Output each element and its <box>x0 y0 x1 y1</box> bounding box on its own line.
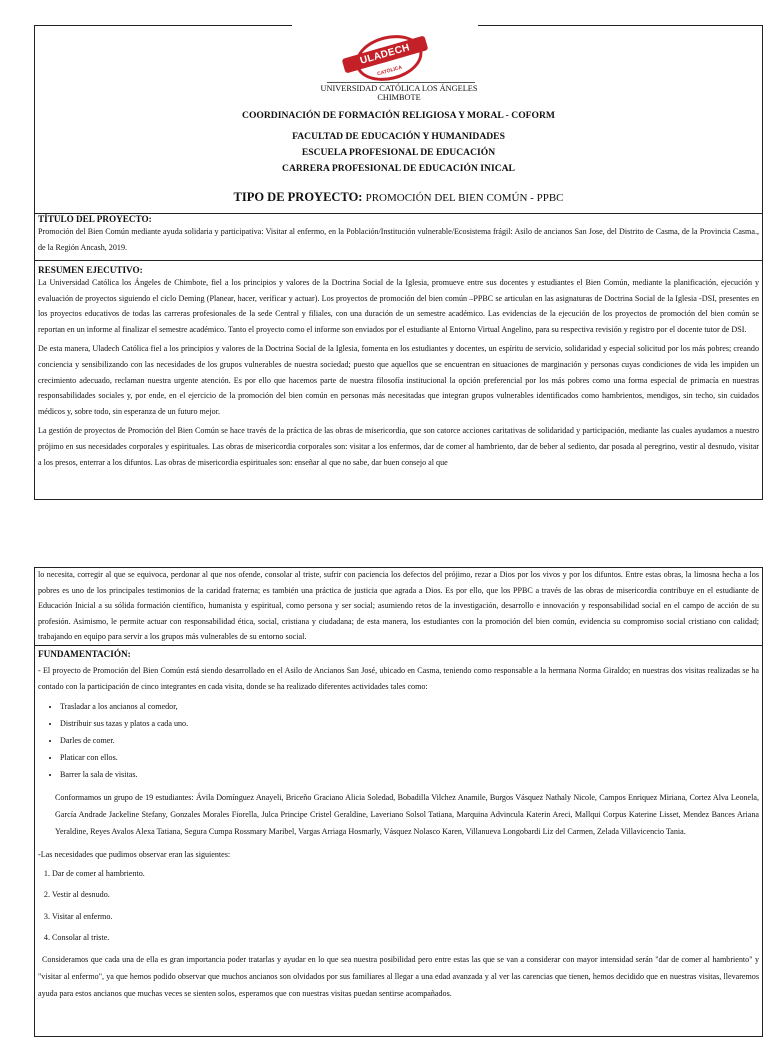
university-logo <box>299 32 499 106</box>
document-header <box>35 26 762 213</box>
list-item: • Distribuir sus tazas y platos a cada uno. <box>60 715 759 732</box>
foundation-intro: - El proyecto de Promoción del Bien Común está siendo desarrollado en el Asilo de Ancianos San José, ubicado en Casma, teniendo como responsable a la hermana Norma Giraldo; en nuestras dos visitas realizadas se ha contado con la participación de cinco integrantes en cada visita, donde se ha realizado diferentes actividades tales como: <box>38 665 759 691</box>
coordination-title: COORDINACIÓN DE FORMACIÓN RELIGIOSA Y MORAL - COFORM <box>242 110 555 121</box>
summary-paragraph-3-continued: lo necesita, corregir al que se equivoca, perdonar al que nos ofende, consolar al triste, sufrir con paciencia los defectos del prójimo, rezar a Dios por los vivos y por los difuntos. Entre estas obras, la limosna hecha a los pobres es uno de los principales testimonios de la caridad fraterna; es también una práctica de justicia que agrada a Dios. Es por ello, que los PPBC a través de las obras de misericordia contribuye en el estudiante de Educación Inicial a su sólida formación científico, humanista y espiritual, como persona y ser social; asumiendo retos de la investigación, desarrollo e innovación y responsabilidad social en el campo de acción de su profesión. Asimismo, le permite actuar con responsabilidad ética, social, cristiana y ciudadana; de esta manera, los estudiantes con la promoción del bien común, evidencia su compromiso social cristiano con calidad; trabajando en equipo para servir a los grupos más vulnerables de su entorno social. <box>38 570 759 642</box>
university-line-2: CHIMBOTE <box>377 93 421 102</box>
project-type-label: TIPO DE PROYECTO: <box>233 190 363 204</box>
school-title: ESCUELA PROFESIONAL DE EDUCACIÓN <box>301 147 496 158</box>
title-section <box>35 213 762 260</box>
needs-list <box>38 863 759 949</box>
summary-continued <box>35 567 762 645</box>
project-type <box>35 190 762 205</box>
logo-brand: ULADECH <box>342 35 429 73</box>
list-item: • Darles de comer. <box>60 732 759 749</box>
list-item: 4. Consolar al triste. <box>52 927 759 949</box>
logo-subbrand: CATÓLICA <box>376 64 403 78</box>
needs-intro: -Las necesidades que pudimos observar eran las siguientes: <box>38 850 231 860</box>
list-item: • Trasladar a los ancianos al comedor, <box>60 698 759 715</box>
summary-heading: RESUMEN EJECUTIVO: <box>38 265 143 275</box>
university-name <box>299 84 499 102</box>
summary-paragraph-3: La gestión de proyectos de Promoción del Bien Común se hace través de la práctica de las obras de misericordia, que son catorce acciones caritativas de solidaridad y participación, mediante las cuales ayudamos a nuestro prójimo en sus necesidades corporales y espirituales. Las obras de misericordia corporales son: visitar a los enfermos, dar de comer al hambriento, dar de beber al sediento, dar posada al peregrino, vestir al desnudo, visitar a los presos, enterrar a los difuntos. Las obras de misericordia espirituales son: enseñar al que no sabe, dar buen consejo al que <box>38 426 759 467</box>
document-page-2 <box>34 567 763 1037</box>
list-item: 2. Vestir al desnudo. <box>52 884 759 906</box>
activities-list <box>38 698 759 783</box>
summary-paragraph-2: De esta manera, Uladech Católica fiel a los principios y valores de la Doctrina Social de la Iglesia, fomenta en los estudiantes y docentes, un espíritu de servicio, solidaridad y especial solicitud por los más pobres; creando conciencia y sensibilizando con las necesidades de los grupos vulnerables de nuestra sociedad; puesto que aquellos que se encuentran en situaciones de marginación y personas cuyas condiciones de vida les impiden un crecimiento adecuado, reclaman nuestra urgente atención. Es por ello que hacemos parte de nuestra filosofía institucional la opción preferencial por los más pobres como una forma especial de primacía en nuestras responsabilidades sociales y, por ende, en el ejercicio de la promoción del bien común en personas más necesitadas que integran grupos vulnerables identificados como hambrientos, mendigos, sin techo, sin cuidados médicos y, sobre todo, sin esperanza de un futuro mejor. <box>38 344 759 416</box>
title-heading: TÍTULO DEL PROYECTO: <box>38 214 152 224</box>
university-line-1: UNIVERSIDAD CATÓLICA LOS ÁNGELES <box>320 84 478 93</box>
group-members: Conformamos un grupo de 19 estudiantes: Ávila Domínguez Anayeli, Briceño Graciano Alicia Soledad, Bobadilla Vilchez Anamile, Burgos Vásquez Nathaly Nicole, Campos Enriquez Miriana, Cortez Alva Leonela, García Andrade Jackeline Stefany, Gonzales Morales Fiorella, Julca Principe Cristel Geraldine, Laveriano Solsol Tatiana, Marquina Advincula Katerin Areci, Mallqui Corpus Katerine Lisset, Mendez Bances Ariana Yeraldine, Reyes Avalos Alexa Tatiana, Segura Cumpa Rossmary Maribel, Vargas Arriaga Hosmarly, Vásquez Nolasco Karen, Villanueva Longobardi Liz del Carmen, Zelada Villavicencio Tania. <box>55 793 759 837</box>
list-item: • Barrer la sala de visitas. <box>60 766 759 783</box>
project-type-value: PROMOCIÓN DEL BIEN COMÚN - PPBC <box>365 192 564 204</box>
career-title: CARRERA PROFESIONAL DE EDUCACIÓN INICAL <box>282 163 515 174</box>
summary-section <box>35 260 762 470</box>
logo-divider <box>327 82 475 83</box>
list-item: 3. Visitar al enfermo. <box>52 906 759 928</box>
document-page-1 <box>34 26 763 500</box>
faculty-title: FACULTAD DE EDUCACIÓN Y HUMANIDADES <box>292 131 505 142</box>
foundation-heading: FUNDAMENTACIÓN: <box>38 648 131 659</box>
foundation-closing: Consideramos que cada una de ella es gran importancia poder tratarlas y ayudar en lo que sea nuestra posibilidad pero entre estas las que se van a considerar con mayor intensidad serán "dar de comer al hambriento" y "visitar al enfermo", ya que hemos podido observar que muchos ancianos son olvidados por sus familiares al llegar a una edad avanzada y al ver las carencias que tienen, hemos decidido que en nuestras visitas, llevaremos ayuda para estos ancianos que muchas veces se sienten solos, esperamos que con nuestras visitas puedan sentirse acompañados. <box>38 954 759 998</box>
list-item: • Platicar con ellos. <box>60 749 759 766</box>
title-text: Promoción del Bien Común mediante ayuda solidaria y participativa: Visitar al enfermo, en la Población/Institución vulnerable/Ecosistema frágil: Asilo de ancianos San Jose, del Distrito de Casma, de la Provincia Casma., de la Región Ancash, 2019. <box>38 227 759 252</box>
foundation-section <box>35 645 762 1002</box>
summary-paragraph-1: La Universidad Católica los Ángeles de Chimbote, fiel a los principios y valores de la Doctrina Social de la Iglesia, promueve entre sus docentes y estudiantes el Bien Común, mediante la planificación, ejecución y evaluación de proyectos siguiendo el ciclo Deming (Planear, hacer, verificar y actuar). Los proyectos de promoción del bien común –PPBC se articulan en las asignaturas de Doctrina Social de la Iglesia -DSI, presentes en los proyectos educativos de todas las carreras profesionales de la sede Central y filiales, con una duración de un semestre académico. Las evidencias de la ejecución de los proyectos de promoción del bien común se reportan en un informe al finalizar el semestre académico. Tanto el proyecto como el informe son enviados por el estudiante al Entorno Virtual Angelino, para su respectiva revisión y registro por el docente tutor de DSI. <box>38 278 759 334</box>
list-item: 1. Dar de comer al hambriento. <box>52 863 759 885</box>
